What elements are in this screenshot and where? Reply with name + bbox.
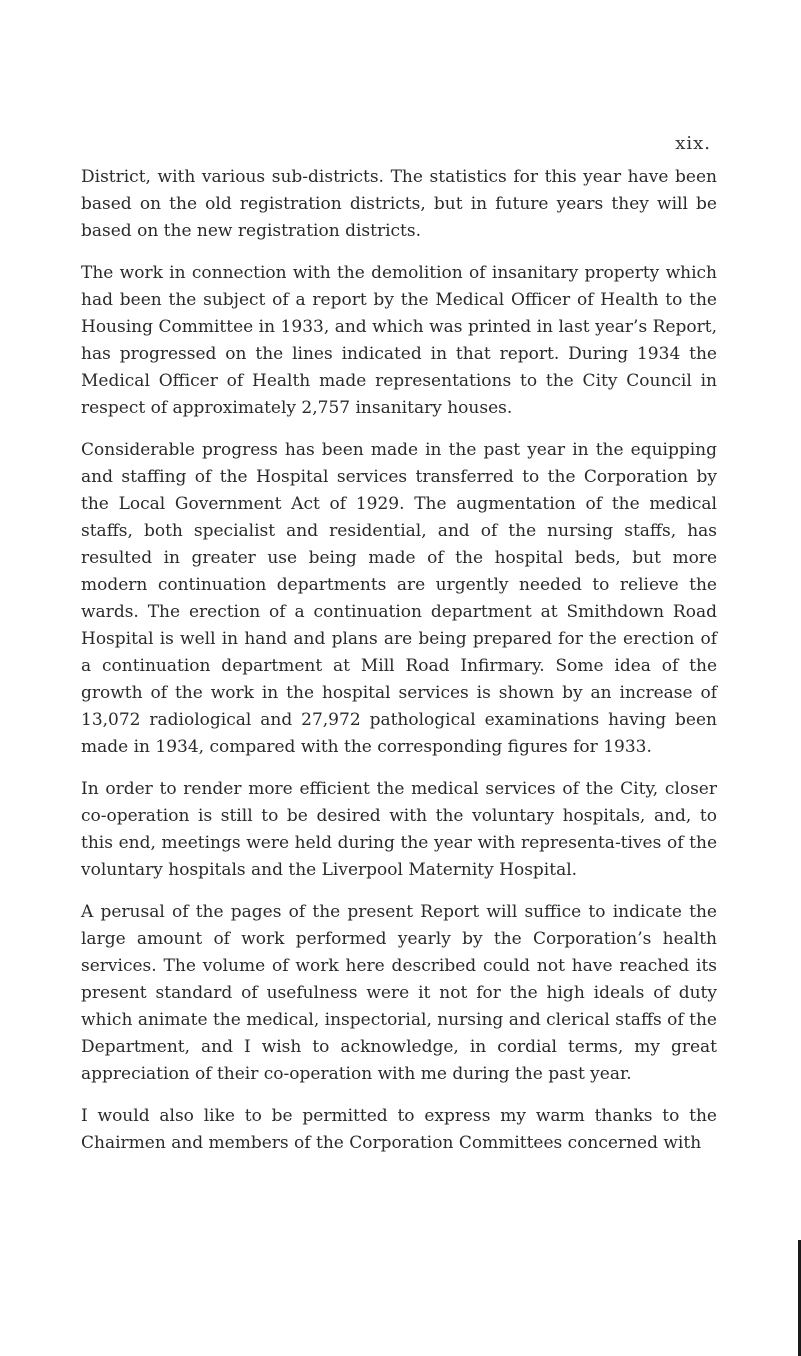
paragraph-hospital-services: Considerable progress has been made in the past year in the equipping and staffing of the Hospital services transferred to the Corporation by the Local Government Act of 1929. The augmentation of the medical staffs, both specialist and residential, and of the nursing staffs, has resulted in greater use being made of the hospital beds, but more modern continuation departments are urgently needed to relieve the wards. The erection of a continuation department at Smithdown Road Hospital is well in hand and plans are being prepared for the erection of a continuation department at Mill Road Infirmary. Some idea of the growth of the work in the hospital services is shown by an increase of 13,072 radiological and 27,972 pathological examinations having been made in 1934, compared with the corresponding figures for 1933.	[81, 440, 717, 757]
page-number: xix.	[675, 133, 711, 154]
paragraph-registration-districts: District, with various sub-districts. The statistics for this year have been based on the old registration districts, but in future years they will be based on the new registration districts.	[81, 167, 717, 241]
body-text	[81, 164, 717, 1172]
paragraph-voluntary-hospitals: In order to render more efficient the medical services of the City, closer co-operation is still to be desired with the voluntary hospitals, and, to this end, meetings were held during the year with representa-tives of the voluntary hospitals and the Liverpool Maternity Hospital.	[81, 779, 717, 880]
paragraph-insanitary-property: The work in connection with the demolition of insanitary property which had been the subject of a report by the Medical Officer of Health to the Housing Committee in 1933, and which was printed in last year’s Report, has progressed on the lines indicated in that report. During 1934 the Medical Officer of Health made representations to the City Council in respect of approximately 2,757 insanitary houses.	[81, 263, 717, 418]
paragraph-thanks: I would also like to be permitted to express my warm thanks to the Chairmen and members of the Corporation Committees concerned with	[81, 1106, 717, 1153]
paragraph-report-perusal: A perusal of the pages of the present Report will suffice to indicate the large amount of work performed yearly by the Corporation’s health services. The volume of work here described could not have reached its present standard of usefulness were it not for the high ideals of duty which animate the medical, inspectorial, nursing and clerical staffs of the Department, and I wish to acknowledge, in cordial terms, my great appreciation of their co-operation with me during the past year.	[81, 902, 717, 1084]
